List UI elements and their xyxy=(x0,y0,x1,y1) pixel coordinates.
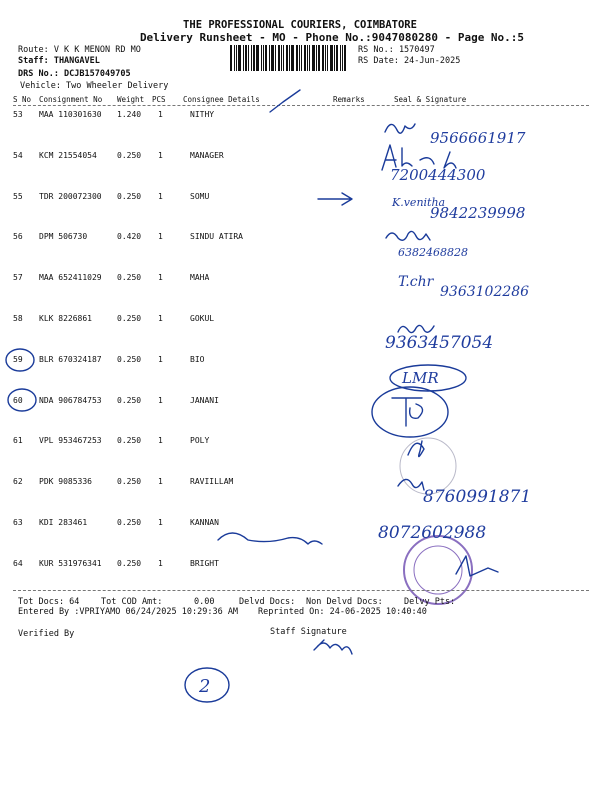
stamp-inner-circle xyxy=(414,546,462,594)
row-sno: 53 xyxy=(13,110,23,119)
row-pcs: 1 xyxy=(158,477,163,486)
col-consignee: Consignee Details xyxy=(183,95,260,104)
row-pcs: 1 xyxy=(158,518,163,527)
row-weight: 0.250 xyxy=(117,477,142,486)
total-cod-value: 0.00 xyxy=(194,597,215,607)
row-consignee: GOKUL xyxy=(190,314,215,323)
row-sno: 56 xyxy=(13,232,23,241)
row-weight: 1.240 xyxy=(117,110,142,119)
col-seal: Seal & Signature xyxy=(394,95,467,104)
arrow-icon xyxy=(318,193,352,205)
row-pcs: 1 xyxy=(158,559,163,568)
row-pcs: 1 xyxy=(158,436,163,445)
row-weight: 0.250 xyxy=(117,436,142,445)
signature-row60 xyxy=(392,398,423,426)
reprinted-on: Reprinted On: 24-06-2025 10:40:40 xyxy=(258,607,427,617)
row-sno: 60 xyxy=(13,396,23,405)
row-consignee: POLY xyxy=(190,436,210,445)
rs-number: RS No.: 1570497 xyxy=(358,45,435,55)
row-pcs: 1 xyxy=(158,273,163,282)
row-consignee: JANANI xyxy=(190,396,219,405)
name-row57: T.chr xyxy=(398,274,434,290)
vehicle-label: Vehicle: Two Wheeler Delivery xyxy=(20,81,169,91)
row-consignee: BIO xyxy=(190,355,205,364)
phone-row55: 9842239998 xyxy=(430,204,526,222)
row-weight: 0.420 xyxy=(117,232,142,241)
route-label: Route: V K K MENON RD MO xyxy=(18,45,141,55)
row-consignment-no: KCM 21554054 xyxy=(39,151,97,160)
runsheet-title: Delivery Runsheet - MO - Phone No.:9047080280 - Page No.:5 xyxy=(139,31,525,44)
staff-signature xyxy=(314,640,352,654)
row-pcs: 1 xyxy=(158,355,163,364)
row-consignment-no: MAA 652411029 xyxy=(39,273,102,282)
row-sno: 55 xyxy=(13,192,23,201)
row-weight: 0.250 xyxy=(117,559,142,568)
row-consignment-no: TDR 200072300 xyxy=(39,192,102,201)
row-weight: 0.250 xyxy=(117,396,142,405)
drs-label: DRS No.: DCJB157049705 xyxy=(18,69,131,79)
name-row55: K.venitha xyxy=(392,196,446,209)
delivered-docs: Delvd Docs: xyxy=(239,597,296,607)
delivery-points: Delvy Pts: xyxy=(404,597,456,607)
row-sno: 63 xyxy=(13,518,23,527)
row-consignment-no: BLR 670324187 xyxy=(39,355,102,364)
phone-row56: 6382468828 xyxy=(398,246,468,259)
row-sno: 64 xyxy=(13,559,23,568)
row-sno: 59 xyxy=(13,355,23,364)
phone-row57: 9363102286 xyxy=(440,284,530,300)
row-weight: 0.250 xyxy=(117,314,142,323)
row-consignment-no: VPL 953467253 xyxy=(39,436,102,445)
text-row59: LMR xyxy=(402,369,439,387)
row-sno: 61 xyxy=(13,436,23,445)
row-weight: 0.250 xyxy=(117,192,142,201)
verified-by: Verified By xyxy=(18,629,75,639)
company-title: THE PROFESSIONAL COURIERS, COIMBATORE xyxy=(183,19,417,31)
signature-row53 xyxy=(385,124,415,133)
col-consignment: Consignment No xyxy=(39,95,103,104)
row-consignee: SOMU xyxy=(190,192,210,201)
staff-signature-label: Staff Signature xyxy=(270,627,347,637)
row-consignee: MAHA xyxy=(190,273,210,282)
row-sno: 62 xyxy=(13,477,23,486)
row-pcs: 1 xyxy=(158,151,163,160)
col-remarks: Remarks xyxy=(333,95,365,104)
row-sno: 58 xyxy=(13,314,23,323)
row-consignment-no: NDA 906784753 xyxy=(39,396,102,405)
row-consignment-no: KLK 8226861 xyxy=(39,314,92,323)
row-consignee: KANNAN xyxy=(190,518,219,527)
row-pcs: 1 xyxy=(158,314,163,323)
row-consignee: SINDU ATIRA xyxy=(190,232,243,241)
phone-row54: 7200444300 xyxy=(390,166,486,184)
phone-row62: 8760991871 xyxy=(423,487,532,507)
signature-row63 xyxy=(218,533,322,544)
row-weight: 0.250 xyxy=(117,355,142,364)
signature-row58 xyxy=(398,325,434,332)
rs-date: RS Date: 24-Jun-2025 xyxy=(358,56,461,66)
col-sno: S No xyxy=(13,95,32,104)
check-mark-icon xyxy=(270,90,300,112)
phone-row63: 8072602988 xyxy=(378,523,487,543)
col-weight: Weight xyxy=(117,95,145,104)
row-pcs: 1 xyxy=(158,396,163,405)
signature-row56 xyxy=(386,231,430,240)
row-weight: 0.250 xyxy=(117,273,142,282)
row-consignee: MANAGER xyxy=(190,151,224,160)
stamp-circle-row62 xyxy=(400,438,456,494)
circle-mark-row59 xyxy=(6,349,34,371)
row-consignment-no: PDK 9085336 xyxy=(39,477,92,486)
entered-by: Entered By :VPRIYAMO 06/24/2025 10:29:36 AM xyxy=(18,607,239,617)
row-consignment-no: DPM 506730 xyxy=(39,232,88,241)
row-pcs: 1 xyxy=(158,110,163,119)
signature-row61 xyxy=(408,441,424,457)
phone-row53: 9566661917 xyxy=(430,129,526,147)
row-pcs: 1 xyxy=(158,232,163,241)
row-consignment-no: KDI 283461 xyxy=(39,518,88,527)
staff-label: Staff: THANGAVEL xyxy=(18,56,100,66)
row-consignee: RAVIILLAM xyxy=(190,477,234,486)
row-pcs: 1 xyxy=(158,192,163,201)
total-docs: Tot Docs: 64 xyxy=(18,597,80,607)
total-cod-label: Tot COD Amt: xyxy=(101,597,163,607)
row-consignee: BRIGHT xyxy=(190,559,219,568)
footer-divider xyxy=(13,590,589,591)
row-consignee: NITHY xyxy=(190,110,215,119)
circle-mark-row60 xyxy=(8,389,36,411)
row-sno: 57 xyxy=(13,273,23,282)
non-delivered-docs: Non Delvd Docs: xyxy=(306,597,383,607)
row-sno: 54 xyxy=(13,151,23,160)
row-consignment-no: KUR 531976341 xyxy=(39,559,102,568)
page-mark: 2 xyxy=(199,676,211,697)
row-consignment-no: MAA 110301630 xyxy=(39,110,102,119)
col-pcs: PCS xyxy=(152,95,166,104)
row-weight: 0.250 xyxy=(117,518,142,527)
phone-row58: 9363457054 xyxy=(385,333,494,353)
row-weight: 0.250 xyxy=(117,151,142,160)
